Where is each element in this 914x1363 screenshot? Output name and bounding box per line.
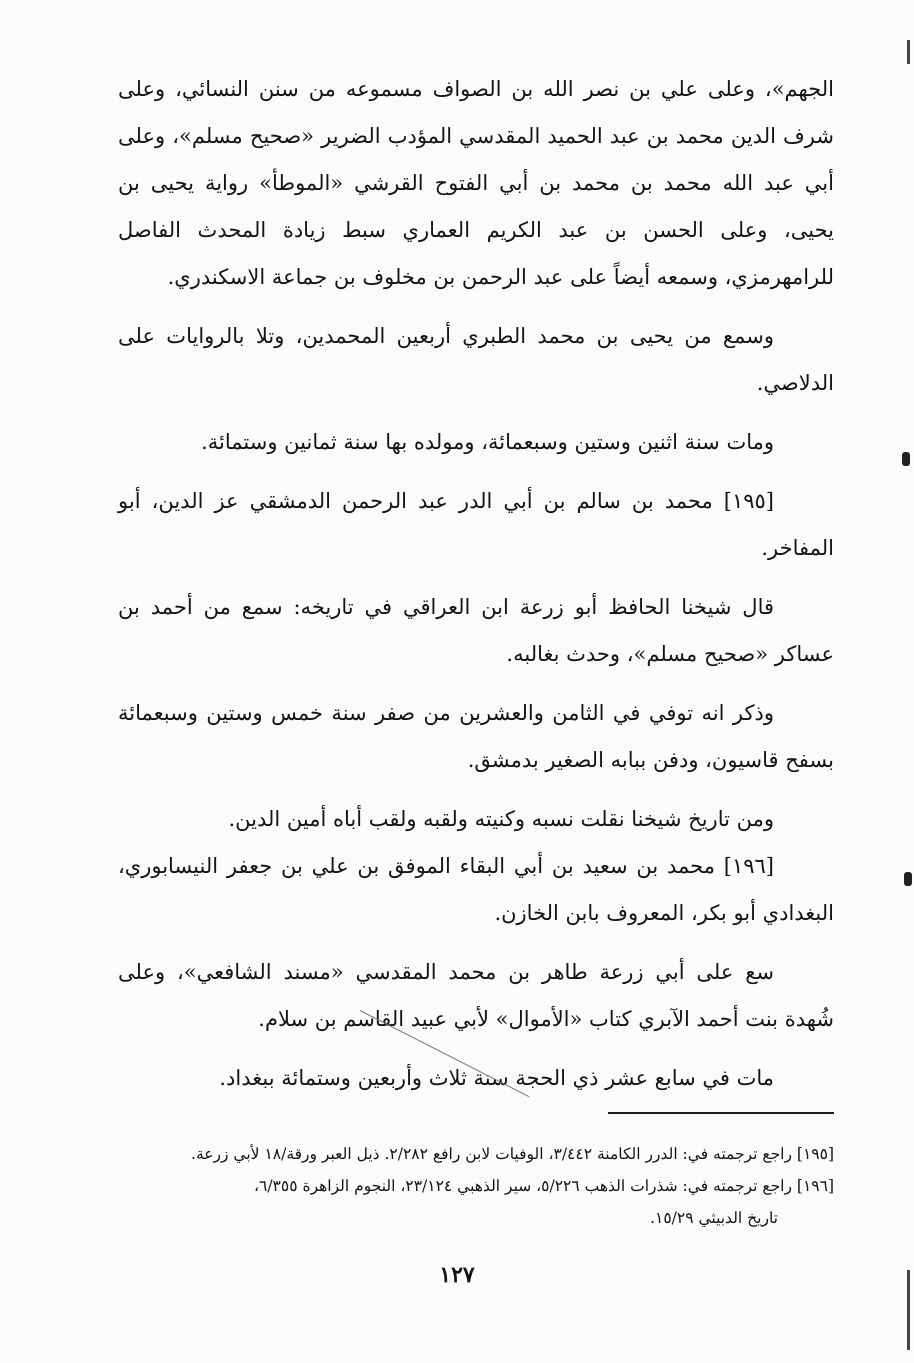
scan-edge <box>907 40 910 64</box>
scan-edge <box>907 1270 910 1350</box>
paragraph-hearing: سع على أبي زرعة طاهر بن محمد المقدسي «مسند الشافعي»، وعلى شُهدة بنت أحمد الآبري كتاب «الأموال» لأبي عبيد القاسم بن سلام. <box>118 960 834 1031</box>
paragraph-death-date: ومات سنة اثنين وستين وسبعمائة، ومولده بها سنة ثمانين وستمائة. <box>201 430 774 454</box>
entry-heading-text: محمد بن سعيد بن أبي البقاء الموفق بن علي بن جعفر النيسابوري، البغدادي أبو بكر، المعروف بابن الخازن. <box>118 854 834 925</box>
footnote-196-continuation: تاريخ الدبيثي ١٥/٢٩. <box>650 1209 778 1227</box>
main-text <box>118 66 834 1102</box>
paragraph-recitations: وسمع من يحيى بن محمد الطبري أربعين المحمدين، وتلا بالروايات على الدلاصي. <box>118 324 834 395</box>
footnotes <box>116 1138 834 1234</box>
footnote-separator <box>608 1112 834 1114</box>
footnote-196: [١٩٦] راجع ترجمته في: شذرات الذهب ٥/٢٢٦، سير الذهبي ٢٣/١٢٤، النجوم الزاهرة ٦/٣٥٥، <box>253 1177 834 1195</box>
entry-195-heading <box>118 478 834 572</box>
scan-mark <box>902 452 910 466</box>
entry-number: [١٩٥] <box>723 489 774 513</box>
paragraph-death-195: وذكر انه توفي في الثامن والعشرين من صفر سنة خمس وستين وسبعمائة بسفح قاسيون، ودفن ببابه الصغير بدمشق. <box>118 701 834 772</box>
footnote-195: [١٩٥] راجع ترجمته في: الدرر الكامنة ٣/٤٤٢، الوفيات لابن رافع ٢/٢٨٢. ذيل العبر ورقة/١٨ لأبي زرعة. <box>191 1145 834 1163</box>
paragraph-abu-zura: قال شيخنا الحافظ أبو زرعة ابن العراقي في تاريخه: سمع من أحمد بن عساكر «صحيح مسلم»، وحدث بغالبه. <box>118 595 834 666</box>
scan-mark <box>904 872 912 886</box>
page-number: ١٢٧ <box>439 1262 475 1288</box>
entry-number: [١٩٦] <box>723 854 774 878</box>
entry-heading-text: محمد بن سالم بن أبي الدر عبد الرحمن الدمشقي عز الدين، أبو المفاخر. <box>118 489 834 560</box>
paragraph-death-196: مات في سابع عشر ذي الحجة سنة ثلاث وأربعين وستمائة ببغداد. <box>219 1066 774 1090</box>
entry-196-heading <box>118 843 834 937</box>
paragraph-continuation: الجهم»، وعلى علي بن نصر الله بن الصواف مسموعه من سنن النسائي، وعلى شرف الدين محمد بن عبد الحميد المقدسي المؤدب الضرير «صحيح مسلم»، وعلى أبي عبد الله محمد بن محمد بن أبي الفتوح القرشي «الموطأ» رواية يحيى بن يحيى، وعلى الحسن بن عبد الكريم العماري سبط زيادة المحدث الفاصل للرامهرمزي، وسمعه أيضاً على عبد الرحمن بن مخلوف بن جماعة الاسكندري. <box>118 77 834 289</box>
paragraph-source-note: ومن تاريخ شيخنا نقلت نسبه وكنيته ولقبه ولقب أباه أمين الدين. <box>228 807 774 831</box>
